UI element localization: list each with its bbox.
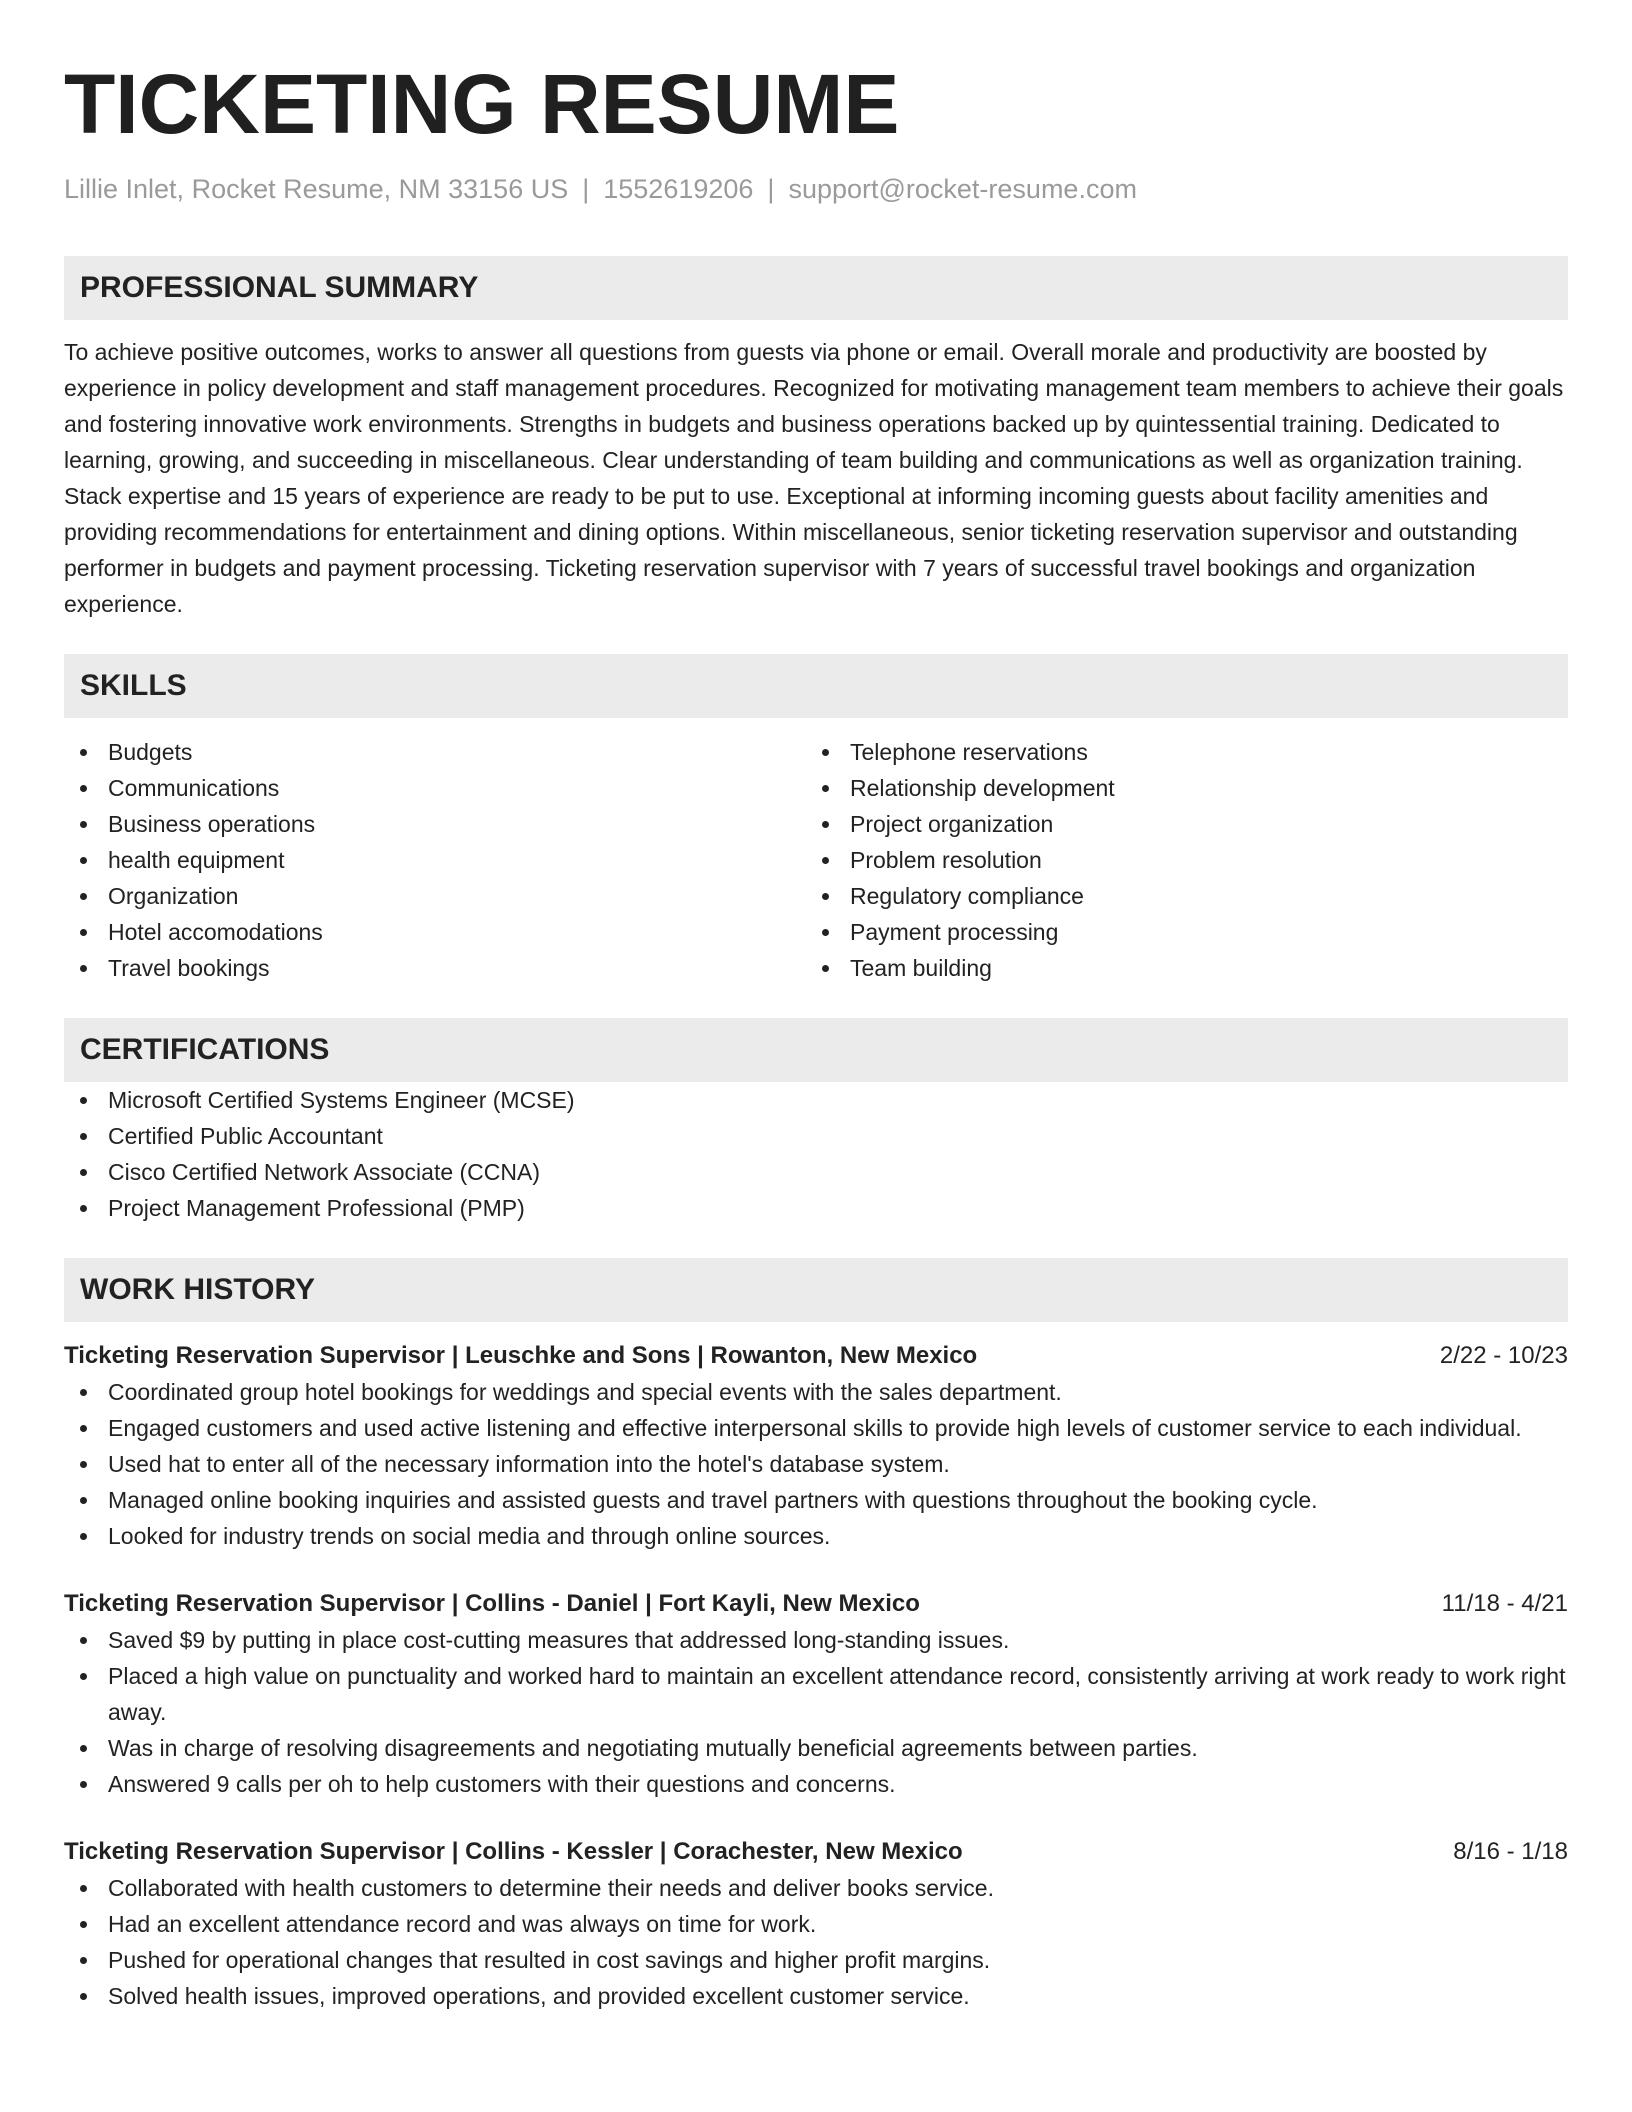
job-bullet: Used hat to enter all of the necessary information into the hotel's database system. (64, 1446, 1568, 1482)
job-bullet: Answered 9 calls per oh to help customers with their questions and concerns. (64, 1766, 1568, 1802)
job-bullets (64, 1870, 1568, 2014)
job-bullet: Solved health issues, improved operations, and provided excellent customer service. (64, 1978, 1568, 2014)
certification-item: Certified Public Accountant (64, 1118, 1568, 1154)
job-bullet: Engaged customers and used active listening and effective interpersonal skills to provide high levels of customer service to each individual. (64, 1410, 1568, 1446)
job-entry (64, 1586, 1568, 1802)
job-dates: 8/16 - 1/18 (1453, 1838, 1568, 1865)
skill-item: Communications (64, 770, 806, 806)
skill-item: Telephone reservations (806, 734, 1548, 770)
certification-item: Project Management Professional (PMP) (64, 1190, 1568, 1226)
job-entry (64, 1834, 1568, 2014)
job-header (64, 1338, 1568, 1374)
certification-item: Cisco Certified Network Associate (CCNA) (64, 1154, 1568, 1190)
section-header-summary: PROFESSIONAL SUMMARY (64, 256, 1568, 320)
job-header (64, 1586, 1568, 1622)
section-header-certifications: CERTIFICATIONS (64, 1018, 1568, 1082)
skill-item: Project organization (806, 806, 1548, 842)
certifications-list (64, 1082, 1568, 1226)
section-header-work-history: WORK HISTORY (64, 1258, 1568, 1322)
contact-separator: | (582, 174, 590, 204)
skill-item: Business operations (64, 806, 806, 842)
job-entry (64, 1338, 1568, 1554)
contact-line (64, 172, 1568, 206)
job-bullet: Pushed for operational changes that resulted in cost savings and higher profit margins. (64, 1942, 1568, 1978)
contact-address: Lillie Inlet, Rocket Resume, NM 33156 US (64, 174, 569, 204)
skill-item: Payment processing (806, 914, 1548, 950)
resume-title: TICKETING RESUME (64, 57, 900, 151)
job-bullet: Coordinated group hotel bookings for weddings and special events with the sales department. (64, 1374, 1568, 1410)
job-bullet: Had an excellent attendance record and was always on time for work. (64, 1906, 1568, 1942)
job-bullet: Collaborated with health customers to determine their needs and deliver books service. (64, 1870, 1568, 1906)
skills-list (64, 734, 1568, 986)
job-heading: Ticketing Reservation Supervisor | Collins - Daniel | Fort Kayli, New Mexico (64, 1590, 920, 1617)
skills-right-list (806, 734, 1548, 986)
job-bullets (64, 1374, 1568, 1554)
section-header-skills: SKILLS (64, 654, 1568, 718)
job-bullet: Was in charge of resolving disagreements and negotiating mutually beneficial agreements between parties. (64, 1730, 1568, 1766)
certification-item: Microsoft Certified Systems Engineer (MCSE) (64, 1082, 1568, 1118)
job-bullet: Placed a high value on punctuality and worked hard to maintain an excellent attendance record, consistently arriving at work ready to work right away. (64, 1658, 1568, 1730)
skill-item: Budgets (64, 734, 806, 770)
skill-item: Problem resolution (806, 842, 1548, 878)
skill-item: health equipment (64, 842, 806, 878)
contact-email: support@rocket-resume.com (788, 174, 1137, 204)
skill-item: Organization (64, 878, 806, 914)
job-dates: 2/22 - 10/23 (1439, 1342, 1568, 1369)
job-bullet: Saved $9 by putting in place cost-cutting measures that addressed long-standing issues. (64, 1622, 1568, 1658)
job-bullet: Looked for industry trends on social media and through online sources. (64, 1518, 1568, 1554)
contact-phone: 1552619206 (603, 174, 754, 204)
job-heading: Ticketing Reservation Supervisor | Collins - Kessler | Corachester, New Mexico (64, 1838, 963, 1865)
job-header (64, 1834, 1568, 1870)
contact-separator: | (767, 174, 775, 204)
skills-left-list (64, 734, 806, 986)
skill-item: Hotel accomodations (64, 914, 806, 950)
resume-page (64, 0, 1568, 2014)
skill-item: Regulatory compliance (806, 878, 1548, 914)
skill-item: Relationship development (806, 770, 1548, 806)
job-bullets (64, 1622, 1568, 1802)
skills-column-right (806, 734, 1548, 986)
job-heading: Ticketing Reservation Supervisor | Leuschke and Sons | Rowanton, New Mexico (64, 1342, 978, 1369)
skill-item: Team building (806, 950, 1548, 986)
job-dates: 11/18 - 4/21 (1441, 1590, 1568, 1617)
job-bullet: Managed online booking inquiries and assisted guests and travel partners with questions throughout the booking cycle. (64, 1482, 1568, 1518)
skill-item: Travel bookings (64, 950, 806, 986)
summary-text: To achieve positive outcomes, works to answer all questions from guests via phone or email. Overall morale and productivity are boosted by experience in policy development and staff management procedures. Recognized for motivating management team members to achieve their goals and fostering innovative work environments. Strengths in budgets and business operations backed up by quintessential training. Dedicated to learning, growing, and succeeding in miscellaneous. Clear understanding of team building and communications as well as organization training. Stack expertise and 15 years of experience are ready to be put to use. Exceptional at informing incoming guests about facility amenities and providing recommendations for entertainment and dining options. Within miscellaneous, senior ticketing reservation supervisor and outstanding performer in budgets and payment processing. Ticketing reservation supervisor with 7 years of successful travel bookings and organization experience. (64, 339, 1564, 617)
skills-column-left (64, 734, 806, 986)
